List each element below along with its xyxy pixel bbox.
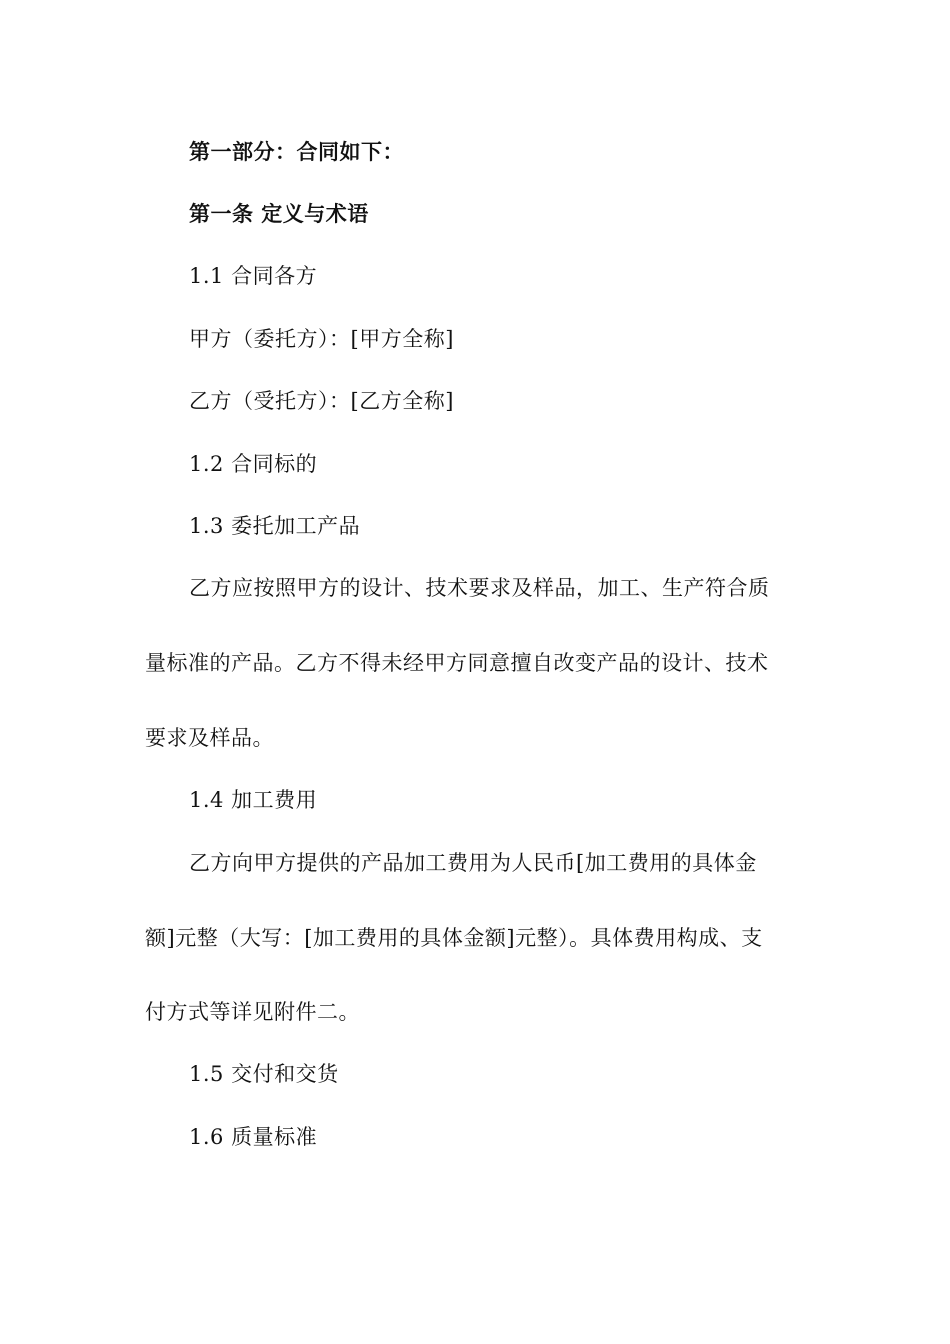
section-1-5-heading: 1.5 交付和交货 [189, 1062, 339, 1086]
paragraph-1-line-1: 乙方应按照甲方的设计、技术要求及样品，加工、生产符合质 [189, 576, 770, 600]
part-heading: 第一部分：合同如下： [189, 140, 404, 164]
paragraph-2-line-1: 乙方向甲方提供的产品加工费用为人民币[加工费用的具体金 [189, 851, 757, 875]
section-1-1-heading: 1.1 合同各方 [189, 264, 318, 288]
section-1-2-heading: 1.2 合同标的 [189, 452, 318, 476]
party-a-line: 甲方（委托方）：[甲方全称] [189, 327, 454, 351]
paragraph-2-line-2: 额]元整（大写：[加工费用的具体金额]元整）。具体费用构成、支 [145, 926, 763, 950]
paragraph-1-line-2: 量标准的产品。乙方不得未经甲方同意擅自改变产品的设计、技术 [145, 651, 769, 675]
paragraph-1-line-3: 要求及样品。 [145, 726, 274, 750]
section-1-3-heading: 1.3 委托加工产品 [189, 514, 361, 538]
section-1-4-heading: 1.4 加工费用 [189, 788, 318, 812]
party-b-line: 乙方（受托方）：[乙方全称] [189, 389, 454, 413]
section-1-6-heading: 1.6 质量标准 [189, 1125, 318, 1149]
paragraph-2-line-3: 付方式等详见附件二。 [145, 1000, 360, 1024]
article-heading: 第一条 定义与术语 [189, 202, 369, 226]
